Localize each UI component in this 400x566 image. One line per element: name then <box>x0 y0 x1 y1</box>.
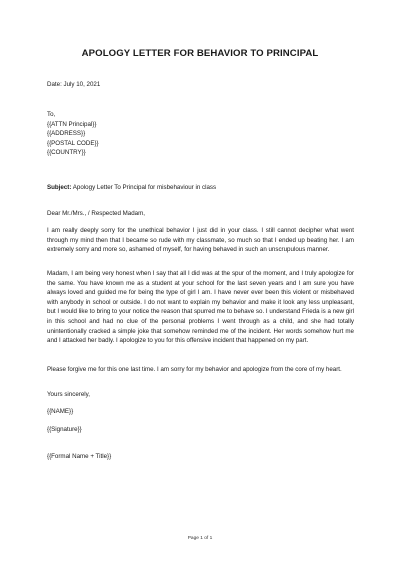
salutation: Dear Mr./Mrs., / Respected Madam, <box>47 210 145 217</box>
address-line: {{ATTN Principal}} <box>47 120 97 128</box>
address-line: {{POSTAL CODE}} <box>47 139 99 147</box>
sender-name: {{NAME}} <box>47 408 74 415</box>
address-line: {{ADDRESS}} <box>47 130 86 138</box>
letter-title: APOLOGY LETTER FOR BEHAVIOR TO PRINCIPAL <box>81 48 319 59</box>
body-paragraph: Madam, I am being very honest when I say that all I did was at the spur of the moment, and I truly apologize for the same. You have known me as a student at your school for the last seven years and I am sure you have always loved and guided me for being the type of girl I am. I have never ever been this violent or misbehaved with anybody in school or outside. I do not want to explain my behavior and make it look any less unpleasant, but I would like to bring to your notice the reason that spurred me to behave so. I understand Frieda is a new girl in this school and had no clue of the personal problems I went through as a child, and she had totally unintentionally cracked a simple joke that somehow reminded me of the incident. Her words somehow hurt me and I attacked her badly. I apologize to you for this offensive incident that happened on my part. <box>47 270 354 345</box>
subject-line <box>47 183 216 193</box>
body-paragraph: I am really deeply sorry for the unethical behavior I just did in your class. I still cannot decipher what went through my mind then that I became so rude with my classmate, so much so that I ended up beating her. I am extremely sorry and more so, ashamed of myself, for having behaved in such an unscrupulous manner. <box>47 227 354 254</box>
page-number: Page 1 of 1 <box>187 536 213 541</box>
letter-date: Date: July 10, 2021 <box>47 81 101 88</box>
formal-name-title: {{Formal Name + Title}} <box>47 453 112 460</box>
subject-label: Subject: <box>47 184 72 191</box>
body-paragraph: Please forgive me for this one last time. I am sorry for my behavior and apologize from the core of my heart. <box>47 366 342 373</box>
address-to: To, <box>47 111 56 118</box>
closing: Yours sincerely, <box>47 391 90 398</box>
recipient-address <box>47 110 99 158</box>
subject-text: Apology Letter To Principal for misbehaviour in class <box>71 184 217 191</box>
address-line: {{COUNTRY}} <box>47 149 86 157</box>
sender-signature: {{Signature}} <box>47 426 82 433</box>
